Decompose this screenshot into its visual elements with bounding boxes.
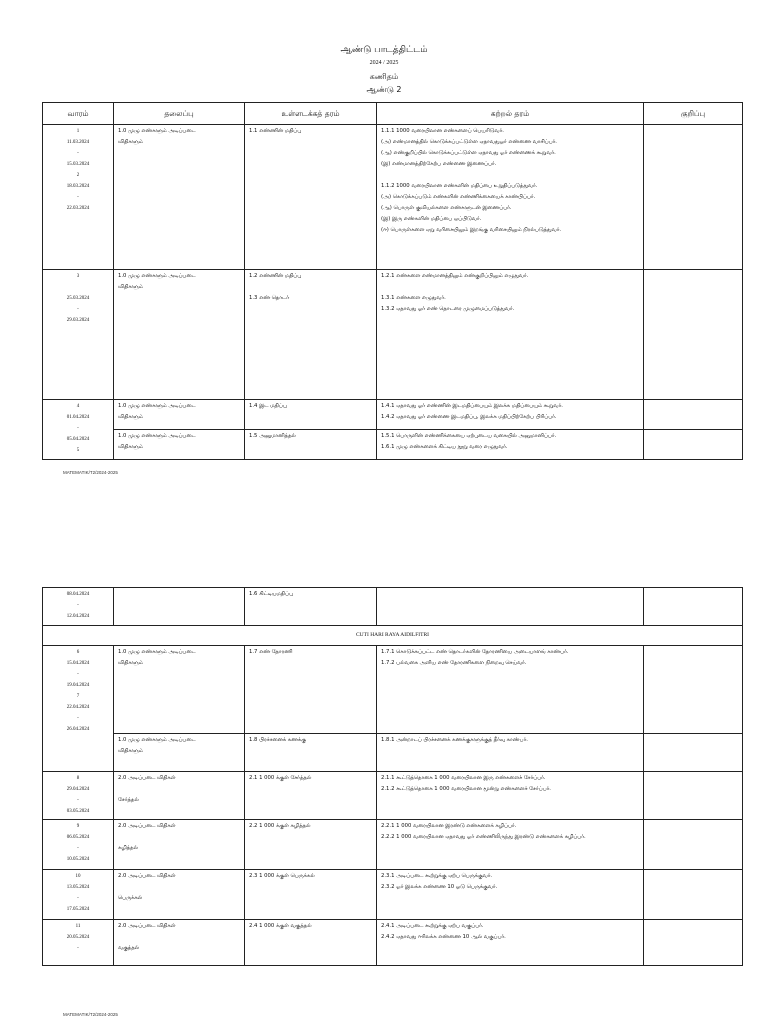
week-cell [43,646,114,772]
learning-standard-cell-line: 1.4.1 ஏதாவது ஓர் எண்ணின் இடமதிப்பையும் இலக்க மதிப்பையும் கூறுவர். [381,403,563,409]
week-cell-line: - [77,603,79,608]
week-cell-line: - [77,798,79,803]
week-cell-line: 17.05.2024 [66,907,90,912]
notes-cell [644,870,743,920]
learning-standard-cell-line: 2.2.1 1 000 வரையிலான இரண்டு எண்களைக் கழிப்பர். [381,823,517,829]
week-cell-line: 11.03.2024 [66,140,90,145]
content-standard-cell-line [249,282,372,293]
content-standard-cell [245,430,377,460]
learning-standard-cell-line: (ஆ) எண்குறிப்பில் கொடுக்கப்பட்டுள்ள ஏதாவது ஓர் எண்ணைக் கூறுவர். [381,150,556,156]
col-header-topic: தலைப்பு [114,103,245,125]
week-cell [43,772,114,820]
col-header-week: வாரம் [43,103,114,125]
holiday-row [43,626,743,646]
col-header-learning-standard: கற்றல் தரம் [377,103,644,125]
topic-cell-line: விதிகளும் [118,748,143,754]
learning-standard-cell-line [381,170,639,181]
week-cell-line: 6 [76,650,80,655]
topic-cell [114,588,245,626]
learning-standard-cell-line: 2.4.1 அடிப்படை கூற்றுக்கு ஏற்ப வகுப்பர். [381,923,484,929]
learning-standard-cell-line: 1.5.1 பொருளின் எண்ணிக்கையை ஏற்புடைய வகையில் அனுமானிப்பர். [381,433,557,439]
col-header-content-standard: உள்ளடக்கத் தரம் [245,103,377,125]
week-cell-line: - [77,307,79,312]
learning-standard-cell [377,430,644,460]
week-cell-line: 9 [76,824,80,829]
topic-cell-line: 1.0 முழு எண்களும் அடிப்படை [118,128,196,134]
learning-standard-cell-line: 1.4.2 ஏதாவது ஓர் எண்ணை இடமதிப்பு, இலக்க மதிப்பிற்கேற்ப பிரிப்பர். [381,414,557,420]
week-cell [43,588,114,626]
learning-standard-cell-line: 1.1.2 1000 வரையிலான எண்களின் மதிப்பை உறுதிப்படுத்துவர். [381,183,538,189]
topic-cell-line: 1.0 முழு எண்களும் அடிப்படை [118,273,196,279]
content-standard-cell-line: 1.8 பிரச்சனைக் கணக்கு [249,737,306,743]
learning-standard-cell-line: 1.2.1 எண்களை எண்மானத்திலும் எண்குறிப்பிலும் எழுதுவர். [381,273,529,279]
document-grade: ஆண்டு 2 [366,85,402,94]
topic-cell-line: 1.0 முழு எண்களும் அடிப்படை [118,649,196,655]
learning-standard-cell [377,588,644,626]
content-standard-cell [245,870,377,920]
learning-standard-cell [377,870,644,920]
learning-standard-cell-line: (ஆ) பொருள் குவியல்களை எண்களுடன் இணைப்பர். [381,205,512,211]
table-row [43,400,743,430]
topic-cell-line: 1.0 முழு எண்களும் அடிப்படை [118,737,196,743]
content-standard-cell-line: 1.5 அனுமானித்தல் [249,433,296,439]
topic-cell-line: விதிகளும் [118,139,143,145]
topic-cell-line: 2.0 அடிப்படை விதிகள் [118,775,176,781]
learning-standard-cell-line: 1.3.2 ஏதாவது ஓர் எண் தொடரை முழுமைப்படுத்துவர். [381,306,515,312]
week-cell-line: 29.03.2024 [66,318,90,323]
week-cell-line: 08.04.2024 [66,592,90,597]
week-cell-line: 20.05.2024 [66,935,90,940]
learning-standard-cell-line: 2.2.2 1 000 வரையிலான ஏதாவது ஓர் எண்ணிலிருந்து இரண்டு எண்களைக் கழிப்பர். [381,834,586,840]
topic-cell-line [118,932,240,943]
week-cell [43,870,114,920]
page-footer: MATEMATIK/T2/2024-2025 [63,1012,118,1017]
topic-cell [114,400,245,430]
learning-standard-cell-line [381,282,639,293]
learning-standard-cell-line: (இ) எண்மானத்திற்கேற்ப எண்ணை இணைப்பர். [381,161,497,167]
week-cell-line: - [77,846,79,851]
content-standard-cell [245,125,377,270]
table-row [43,772,743,820]
week-cell-line: - [77,716,79,721]
week-cell-line: 13.05.2024 [66,885,90,890]
week-cell-line: - [77,946,79,951]
content-standard-cell-line: 2.4 1 000 க்குள் வகுத்தல் [249,923,312,929]
document-subject: கணிதம் [369,72,399,81]
notes-cell [644,125,743,270]
topic-cell-line: வகுத்தல் [118,945,140,951]
plan-table-page2 [42,587,743,966]
learning-standard-cell [377,646,644,734]
week-cell-line: - [77,151,79,156]
week-cell-line: 4 [76,404,80,409]
week-cell-line: 25.03.2024 [66,296,90,301]
table-row [43,646,743,734]
learning-standard-cell-line: 1.3.1 எண்களை எழுதுவர். [381,295,446,301]
week-cell-line: 10 [75,874,81,879]
table-row [43,270,743,400]
learning-standard-cell [377,125,644,270]
topic-cell [114,870,245,920]
content-standard-cell-line: 1.3 எண் தொடர் [249,295,289,301]
notes-cell [644,772,743,820]
notes-cell [644,734,743,772]
learning-standard-cell-line: 1.6.1 முழு எண்களைக் கிட்டிய நூறு வரை எழுதுவர். [381,444,508,450]
week-cell [43,125,114,270]
week-cell [43,820,114,870]
learning-standard-cell-line: 2.3.2 ஓர் இலக்க எண்ணை 10 ஓடு பெருக்குவர். [381,884,498,890]
week-cell-line: 22.04.2024 [66,705,90,710]
week-cell-line: - [77,672,79,677]
week-cell-line: 29.04.2024 [66,787,90,792]
topic-cell-line: 2.0 அடிப்படை விதிகள் [118,823,176,829]
learning-standard-cell-line: 2.4.2 ஏதாவது ஈரிலக்க எண்ணை 10 ஆல் வகுப்பர். [381,934,506,940]
week-cell [43,400,114,460]
learning-standard-cell-line: 2.1.2 கூட்டுத்தொகை 1 000 வரையிலான மூன்று எண்களைச் சேர்ப்பர். [381,786,551,792]
week-cell-line: 3 [76,274,80,279]
notes-cell [644,646,743,734]
content-standard-cell-line: 1.6 கிட்டியமதிப்பு [249,591,293,597]
topic-cell-line: 1.0 முழு எண்களும் அடிப்படை [118,433,196,439]
week-cell-line: 15.04.2024 [66,661,90,666]
topic-cell-line: விதிகளும் [118,284,143,290]
week-cell [43,920,114,966]
holiday-label: CUTI HARI RAYA AIDILFITRI [43,626,743,646]
content-standard-cell-line: 1.2 எண்ணின் மதிப்பு [249,273,302,279]
week-cell-line: 18.03.2024 [66,184,90,189]
content-standard-cell-line: 2.2 1 000 க்குள் கழித்தல் [249,823,311,829]
topic-cell-line: கழித்தல் [118,845,138,851]
content-standard-cell-line: 2.1 1 000 க்குள் சேர்த்தல் [249,775,312,781]
topic-cell-line: விதிகளும் [118,414,143,420]
notes-cell [644,400,743,430]
notes-cell [644,920,743,966]
learning-standard-cell-line: 2.3.1 அடிப்படை கூற்றுக்கு ஏற்ப பெருக்குவர். [381,873,493,879]
content-standard-cell [245,772,377,820]
table-row [43,820,743,870]
topic-cell [114,430,245,460]
learning-standard-cell-line: (அ) கொடுக்கப்படும் எண்களின் எண்ணிக்கையைக் காண்பிப்பர். [381,194,536,200]
content-standard-cell [245,588,377,626]
notes-cell [644,430,743,460]
plan-table-page1 [42,102,743,460]
week-cell-line: 26.04.2024 [66,727,90,732]
week-cell-line: 01.04.2024 [66,415,90,420]
week-cell-line: 15.03.2024 [66,162,90,167]
week-cell-line: 7 [76,694,80,699]
notes-cell [644,820,743,870]
week-cell-line: 03.05.2024 [66,809,90,814]
learning-standard-cell-line: 2.1.1 கூட்டுத்தொகை 1 000 வரையிலான இரு எண்களைச் சேர்ப்பர். [381,775,546,781]
learning-standard-cell [377,772,644,820]
table-row [43,870,743,920]
topic-cell-line: விதிகளும் [118,660,143,666]
topic-cell [114,646,245,734]
topic-cell-line [118,832,240,843]
topic-cell-line [118,882,240,893]
week-cell-line: 06.05.2024 [66,835,90,840]
content-standard-cell-line: 1.4 இட மதிப்பு [249,403,287,409]
topic-cell [114,734,245,772]
week-cell-line: 19.04.2024 [66,683,90,688]
notes-cell [644,588,743,626]
topic-cell-line: 1.0 முழு எண்களும் அடிப்படை [118,403,196,409]
week-cell-line: 5 [76,448,80,453]
learning-standard-cell [377,920,644,966]
learning-standard-cell [377,400,644,430]
week-cell-line: - [77,896,79,901]
learning-standard-cell-line: 1.8.1 அன்றாடப் பிரச்சனைக் கணக்குகளுக்குத் தீர்வு காண்பர். [381,737,528,743]
page-footer: MATEMATIK/T2/2024-2025 [63,470,118,475]
learning-standard-cell-line: 1.1.1 1000 வரையிலான எண்களைப் பெயரிடுவர். [381,128,504,134]
content-standard-cell-line: 2.3 1 000 க்குள் பெருக்கல் [249,873,315,879]
topic-cell-line [118,784,240,795]
topic-cell-line: விதிகளும் [118,444,143,450]
learning-standard-cell [377,270,644,400]
content-standard-cell [245,270,377,400]
topic-cell-line: 2.0 அடிப்படை விதிகள் [118,873,176,879]
notes-cell [644,270,743,400]
week-cell-line [47,282,109,293]
week-cell [43,270,114,400]
week-cell-line: 22.03.2024 [66,206,90,211]
learning-standard-cell [377,820,644,870]
week-cell-line: 05.04.2024 [66,437,90,442]
content-standard-cell [245,734,377,772]
table-row [43,588,743,626]
week-cell-line: 1 [76,129,80,134]
topic-cell-line: 2.0 அடிப்படை விதிகள் [118,923,176,929]
content-standard-cell [245,646,377,734]
week-cell-line: 10.05.2024 [66,857,90,862]
table-row [43,920,743,966]
col-header-notes: குறிப்பு [644,103,743,125]
week-cell-line: - [77,195,79,200]
table-row [43,125,743,270]
topic-cell [114,920,245,966]
content-standard-cell-line: 1.7 எண் தோரணி [249,649,293,655]
week-cell-line: 11 [75,924,81,929]
week-cell-line: 12.04.2024 [66,614,90,619]
table-row [43,734,743,772]
table-row [43,430,743,460]
content-standard-cell [245,400,377,430]
topic-cell [114,820,245,870]
learning-standard-cell-line: (இ) இரு எண்களின் மதிப்பை ஒப்பிடுவர். [381,216,482,222]
topic-cell-line: பெருக்கல் [118,895,143,901]
topic-cell-line: சேர்த்தல் [118,797,139,803]
week-cell-line: 8 [76,776,80,781]
content-standard-cell [245,920,377,966]
document-title: ஆண்டு பாடத்திட்டம் [340,45,428,55]
document-year: 2024 / 2025 [369,60,399,66]
content-standard-cell [245,820,377,870]
week-cell-line: 2 [76,173,80,178]
topic-cell [114,270,245,400]
learning-standard-cell-line: (ஈ) பொருள்களை ஏறு வரிசையிலும் இறங்கு வரிசையிலும் நிரல்படுத்துவர். [381,227,562,233]
learning-standard-cell [377,734,644,772]
topic-cell [114,772,245,820]
topic-cell [114,125,245,270]
page-header [0,44,768,96]
week-cell-line: - [77,426,79,431]
learning-standard-cell-line: 1.7.2 பல்வகை அளிய எண் தோரணிகளை நிறைவு செய்வர். [381,660,527,666]
learning-standard-cell-line: (அ) எண்மானத்தில் கொடுக்கப்பட்டுள்ள ஏதாவதுஓர் எண்ணை வாசிப்பர். [381,139,557,145]
learning-standard-cell-line: 1.7.1 கொடுக்கப்பட்ட எண் தொடர்களின் தோரணியை அடையாளங் காண்பர். [381,649,569,655]
content-standard-cell-line: 1.1 எண்ணின் மதிப்பு [249,128,302,134]
